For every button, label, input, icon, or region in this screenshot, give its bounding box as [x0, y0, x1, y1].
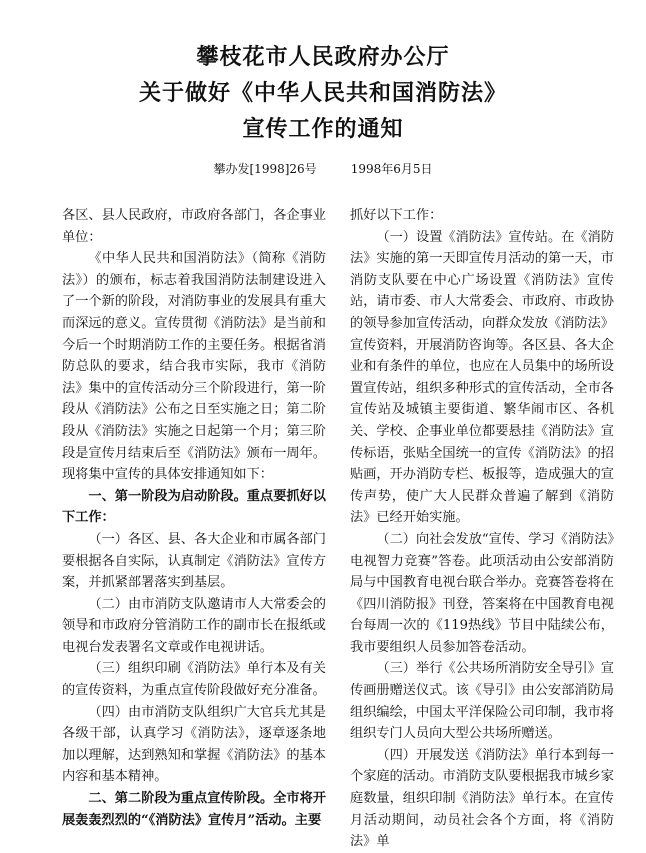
section-stage-one: 一、第一阶段为启动阶段。重点要抓好以下工作： — [62, 488, 326, 526]
paragraph-item-1-2: （二）由市消防支队邀请市人大常委会的领导和市政府分管消防工作的副市长在报纸或电视台发表署名文章或作电视讲话。 — [62, 596, 326, 655]
paragraph-item-2-4: （四）开展发送《消防法》单行本到每一个家庭的活动。市消防支队要根据我市城乡家庭数量，组织印制《消防法》单行本。在宣传月活动期间，动员社会各个方面，将《消防法》单 — [350, 747, 614, 850]
left-column — [62, 205, 326, 831]
paragraph-continued: 抓好以下工作： — [350, 208, 443, 223]
title-issuer: 攀枝花市人民政府办公厅 — [196, 45, 450, 70]
paragraph-item-1-4: （四）由市消防支队组织广大官兵尤其是各级干部，认真学习《消防法》，逐章逐条地加以理解，达到熟知和掌握《消防法》的基本内容和基本精神。 — [62, 704, 326, 785]
paragraph-item-2-1: （一）设置《消防法》宣传站。在《消防法》实施的第一天即宣传月活动的第一天，市消防支队要在中心广场设置《消防法》宣传站，请市委、市人大常委会、市政府、市政协的领导参加宣传活动，向群众发放《消防法》宣传资料，开展消防咨询等。各区县、各大企业和有条件的单位，也应在人员集中的场所设置宣传站，组织多种形式的宣传活动，全市各宣传站及城镇主要街道、繁华闹市区、各机关、学校、企事业单位都要悬挂《消防法》宣传标语，张贴全国统一的宣传《消防法》的招贴画，开办消防专栏、板报等，造成强大的宣传声势，使广大人民群众普遍了解到《消防法》已经开始实施。 — [350, 229, 614, 526]
section-stage-two: 二、第二阶段为重点宣传阶段。全市将开展轰轰烈烈的“《消防法》宣传月”活动。主要 — [62, 791, 326, 828]
right-column — [350, 205, 614, 853]
document-number: 攀办发[1998]26号 — [213, 162, 317, 176]
paragraph-item-1-1: （一）各区、县、各大企业和市属各部门要根据各自实际，认真制定《消防法》宣传方案，并抓紧部署落实到基层。 — [62, 531, 326, 591]
title-notice: 宣传工作的通知 — [242, 117, 404, 142]
paragraph-item-1-3: （三）组织印刷《消防法》单行本及有关的宣传资料，为重点宣传阶段做好充分准备。 — [62, 661, 326, 699]
document-number-line — [0, 160, 646, 177]
addressee: 各区、县人民政府，市政府各部门，各企事业单位： — [62, 208, 326, 245]
issue-date: 1998年6月5日 — [350, 162, 433, 176]
paragraph-item-2-2: （二）向社会发放“宣传、学习《消防法》电视智力竞赛”答卷。此项活动由公安部消防局与中国教育电视台联合举办。竞赛答卷将在《四川消防报》刊登，答案将在中国教育电视台每周一次的《119热线》节目中陆续公布，我市要组织人员参加答卷活动。 — [350, 531, 614, 655]
title-subject: 关于做好《中华人民共和国消防法》 — [138, 81, 507, 106]
paragraph-intro: 《中华人民共和国消防法》（简称《消防法》）的颁布，标志着我国消防法制建设进入了一个新的阶段，对消防事业的发展具有重大而深远的意义。宣传贯彻《消防法》是当前和今后一个时期消防工作的主要任务。根据省消防总队的要求，结合我市实际，我市《消防法》集中的宣传活动分三个阶段进行，第一阶段从《消防法》公布之日至实施之日；第二阶段从《消防法》实施之日起第一个月；第三阶段是宣传月结束后至《消防法》颁布一周年。现将集中宣传的具体安排通知如下： — [62, 251, 326, 483]
paragraph-item-2-3: （三）举行《公共场所消防安全导引》宣传画册赠送仪式。该《导引》由公安部消防局组织编绘，中国太平洋保险公司印制，我市将组织专门人员向大型公共场所赠送。 — [350, 661, 614, 742]
